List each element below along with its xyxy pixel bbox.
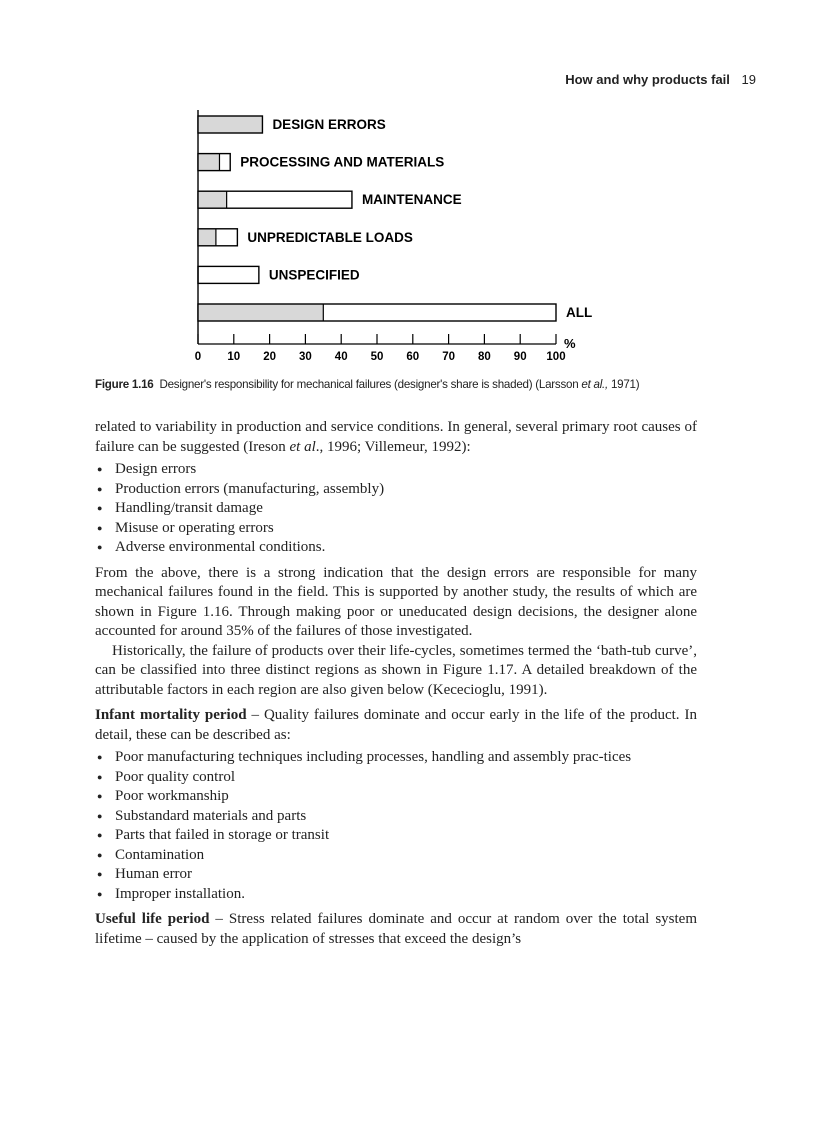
x-tick-label: 70 bbox=[442, 351, 455, 363]
paragraph-1 bbox=[95, 418, 697, 457]
list-item: ● Contamination bbox=[95, 846, 697, 866]
bar-shaded-all bbox=[198, 304, 323, 321]
failure-responsibility-chart bbox=[180, 106, 620, 374]
page-number: 19 bbox=[741, 72, 756, 87]
list-item: ● Production errors (manufacturing, assembly) bbox=[95, 480, 697, 500]
x-tick-label: 80 bbox=[478, 351, 491, 363]
caption-text: Designer's responsibility for mechanical failures (designer's share is shaded) (Larsson bbox=[159, 378, 582, 391]
list-item: ● Poor manufacturing techniques including processes, handling and assembly prac-tices bbox=[95, 748, 697, 768]
list-item: ● Design errors bbox=[95, 460, 697, 480]
bar-label-maintenance: MAINTENANCE bbox=[361, 192, 462, 208]
x-unit-label: % bbox=[564, 336, 576, 351]
list-item: ● Improper installation. bbox=[95, 885, 697, 905]
x-tick-label: 100 bbox=[546, 351, 566, 363]
list-item: ● Human error bbox=[95, 865, 697, 885]
p4-text: – Quality failures dominate and occur early in the life of the product. In detail, these can be described as: bbox=[95, 707, 697, 743]
running-header bbox=[565, 72, 756, 87]
list-item: ● Adverse environmental conditions. bbox=[95, 538, 697, 558]
paragraph-3: Historically, the failure of products over their life-cycles, sometimes termed the ‘bath-tub curve’, can be classified into three distinct regions as shown in Figure 1.17. A detailed breakdown of the attributable factors in each region are also given below (Kececioglu, 1991). bbox=[95, 642, 697, 698]
running-title: How and why products fail bbox=[565, 72, 730, 87]
infant-mortality-heading: Infant mortality period bbox=[95, 707, 247, 723]
useful-life-heading: Useful life period bbox=[95, 911, 210, 927]
x-tick-label: 60 bbox=[406, 351, 420, 363]
infant-mortality-list bbox=[95, 748, 697, 904]
root-causes-list bbox=[95, 460, 697, 558]
bar-shaded-unpredictable-loads bbox=[198, 229, 216, 246]
x-tick-label: 0 bbox=[194, 351, 202, 363]
list-item: ● Substandard materials and parts bbox=[95, 807, 697, 827]
bar-label-unspecified: UNSPECIFIED bbox=[268, 267, 360, 283]
figure-label: Figure 1.16 bbox=[95, 378, 154, 391]
x-tick-label: 10 bbox=[227, 351, 241, 363]
list-item: ● Parts that failed in storage or transit bbox=[95, 826, 697, 846]
p1-italic: et al bbox=[289, 438, 316, 455]
x-tick-label: 40 bbox=[334, 351, 348, 363]
p1-text: related to variability in production and service conditions. In general, several primary root causes of failure can be suggested (Ireson bbox=[95, 419, 697, 455]
caption-italic: et al., bbox=[581, 378, 608, 391]
p5-text: – Stress related failures dominate and occur at random over the total system lifetime – caused by the application of stresses that exceed the design’s bbox=[95, 911, 697, 947]
x-tick-label: 90 bbox=[513, 351, 527, 363]
bar-shaded-processing-and-materials bbox=[198, 154, 219, 171]
bar-shaded-design-errors bbox=[198, 116, 262, 133]
bar-label-unpredictable-loads: UNPREDICTABLE LOADS bbox=[247, 229, 413, 245]
bar-label-processing-and-materials: PROCESSING AND MATERIALS bbox=[240, 154, 445, 170]
paragraph-4 bbox=[95, 706, 697, 745]
x-tick-label: 50 bbox=[370, 351, 384, 363]
paragraph-2: From the above, there is a strong indication that the design errors are responsible for many mechanical failures found in the field. This is supported by another study, the results of which are shown in Figure 1.16. Through making poor or uneducated design decisions, the designer alone accounted for around 35% of the failures of those investigated. bbox=[95, 564, 697, 639]
paragraph-5 bbox=[95, 910, 697, 949]
x-tick-label: 20 bbox=[263, 351, 276, 363]
body-text bbox=[95, 418, 697, 949]
list-item: ● Misuse or operating errors bbox=[95, 519, 697, 539]
x-tick-label: 30 bbox=[299, 351, 312, 363]
caption-tail: 1971) bbox=[607, 378, 640, 391]
list-item: ● Poor workmanship bbox=[95, 787, 697, 807]
list-item: ● Handling/transit damage bbox=[95, 499, 697, 519]
p1-text-end: ., 1996; Villemeur, 1992): bbox=[315, 438, 471, 455]
bar-label-design-errors: DESIGN ERRORS bbox=[272, 117, 386, 132]
bar-shaded-maintenance bbox=[198, 191, 227, 208]
list-item: ● Poor quality control bbox=[95, 768, 697, 788]
bar-label-all: ALL bbox=[566, 305, 593, 320]
bar-total-unspecified bbox=[198, 266, 259, 283]
figure-caption bbox=[95, 378, 735, 391]
